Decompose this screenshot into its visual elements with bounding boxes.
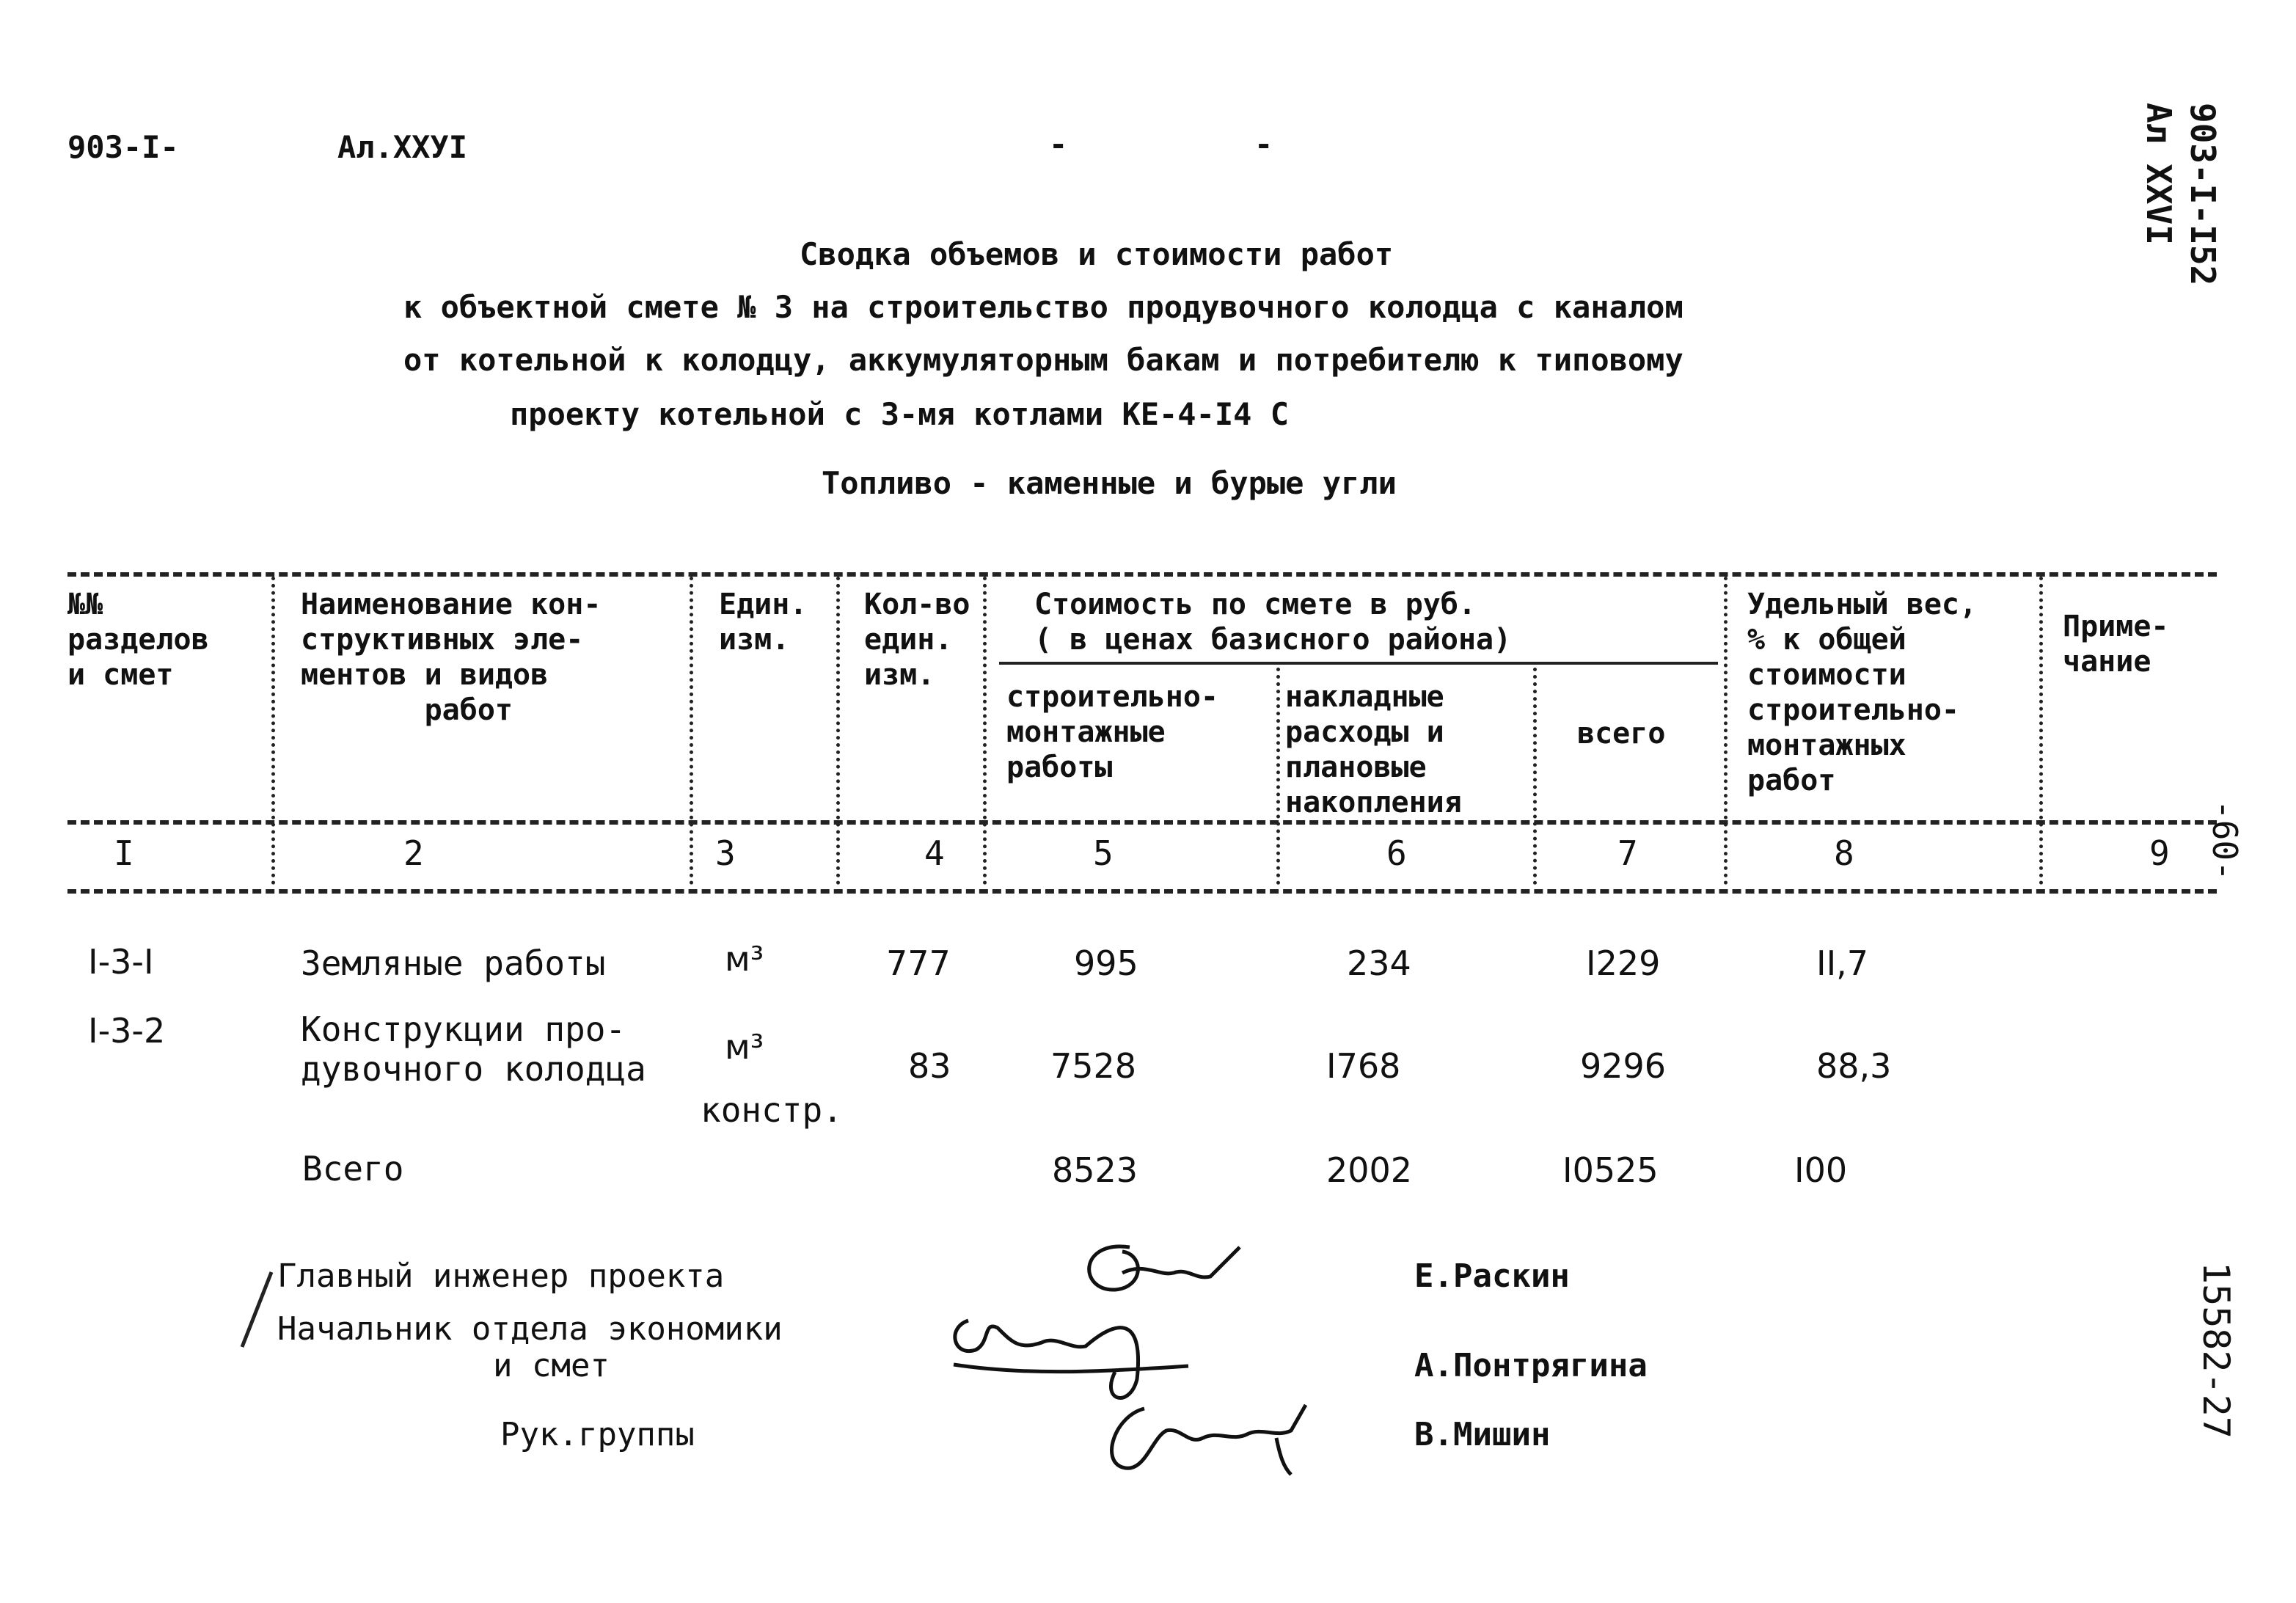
row1-qty: 777 — [886, 943, 951, 983]
name-raskin: Е.Раскин — [1414, 1257, 1570, 1295]
role-chief-engineer: Главный инженер проекта — [277, 1257, 725, 1295]
header-dash-1: - — [1049, 126, 1068, 162]
row1-share: II,7 — [1816, 943, 1869, 983]
role-head-economics: Начальник отдела экономики — [277, 1310, 783, 1348]
signature-mishin — [1112, 1405, 1306, 1475]
col-number-8: 8 — [1834, 833, 1854, 873]
title-line-4: проекту котельной с 3-мя котлами КЕ-4-I4 С — [510, 396, 1290, 432]
row2-total: 9296 — [1580, 1046, 1667, 1086]
totals-total: I0525 — [1562, 1150, 1659, 1190]
header-share: Удельный вес, % к общей стоимости строительно- монтажных работ — [1747, 588, 1978, 797]
col-number-7: 7 — [1617, 833, 1638, 873]
col-number-3: 3 — [715, 833, 736, 873]
role-group-lead: Рук.группы — [500, 1416, 695, 1453]
header-total: всего — [1577, 717, 1666, 751]
header-element-name: Наименование кон- структивных эле- ментов и видов работ — [301, 588, 602, 727]
header-note: Приме- чание — [2063, 610, 2169, 679]
name-pontryagina: А.Понтрягина — [1414, 1347, 1648, 1384]
title-line-3: от котельной к колодцу, аккумуляторным бакам и потребителю к типовому — [403, 342, 1683, 378]
title-line-1: Сводка объемов и стоимости работ — [800, 236, 1394, 272]
row2-share: 88,3 — [1816, 1046, 1892, 1086]
col-number-9: 9 — [2149, 833, 2170, 873]
row1-overhead: 234 — [1347, 943, 1411, 983]
name-mishin: В.Мишин — [1414, 1416, 1551, 1453]
row2-name: Конструкции про- дувочного колодца — [301, 1009, 646, 1089]
totals-smr: 8523 — [1052, 1150, 1138, 1190]
totals-label: Всего — [302, 1149, 404, 1188]
margin-slash-mark — [242, 1272, 271, 1347]
margin-top-code: 903-I-I52 — [2183, 103, 2223, 286]
totals-share: I00 — [1794, 1150, 1848, 1190]
page-number: -60- — [2205, 800, 2245, 881]
header-dash-2: - — [1254, 126, 1273, 162]
row1-name: Земляные работы — [301, 943, 606, 983]
totals-overhead: 2002 — [1326, 1150, 1413, 1190]
header-quantity: Кол-во един. изм. — [864, 588, 970, 692]
row2-unit: м³ — [725, 1027, 764, 1067]
header-overhead: накладные расходы и плановые накопления — [1285, 680, 1462, 819]
header-cost-group: Стоимость по смете в руб. ( в ценах базисного района) — [1034, 588, 1512, 657]
row2-unit-note: констр. — [701, 1090, 843, 1130]
signature-raskin — [1089, 1246, 1240, 1290]
col-number-1: I — [114, 833, 134, 873]
row1-smr: 995 — [1074, 943, 1138, 983]
title-line-2: к объектной смете № 3 на строительство продувочного колодца с каналом — [403, 289, 1683, 325]
role-head-economics-line2: и смет — [493, 1347, 610, 1384]
margin-album: Ал XXVI — [2139, 103, 2179, 245]
header-construction-works: строительно- монтажные работы — [1006, 680, 1218, 784]
signature-pontryagina — [954, 1321, 1188, 1398]
col-number-4: 4 — [924, 833, 945, 873]
row2-smr: 7528 — [1050, 1046, 1137, 1086]
header-unit: Един. изм. — [719, 588, 808, 657]
row1-unit: м³ — [725, 939, 764, 979]
row2-section: I-3-2 — [88, 1011, 166, 1051]
album-number: Ал.XXУI — [337, 129, 468, 165]
col-number-6: 6 — [1386, 833, 1407, 873]
header-section-number: №№ разделов и смет — [67, 588, 209, 692]
document-code: 903-I- — [67, 129, 179, 165]
row2-qty: 83 — [908, 1046, 951, 1086]
col-number-2: 2 — [403, 833, 424, 873]
fuel-line: Топливо - каменные и бурые угли — [822, 465, 1397, 501]
row1-section: I-3-I — [88, 942, 154, 982]
archive-number: 15582-27 — [2195, 1262, 2237, 1439]
row1-total: I229 — [1586, 943, 1661, 983]
col-number-5: 5 — [1093, 833, 1114, 873]
row2-overhead: I768 — [1326, 1046, 1401, 1086]
